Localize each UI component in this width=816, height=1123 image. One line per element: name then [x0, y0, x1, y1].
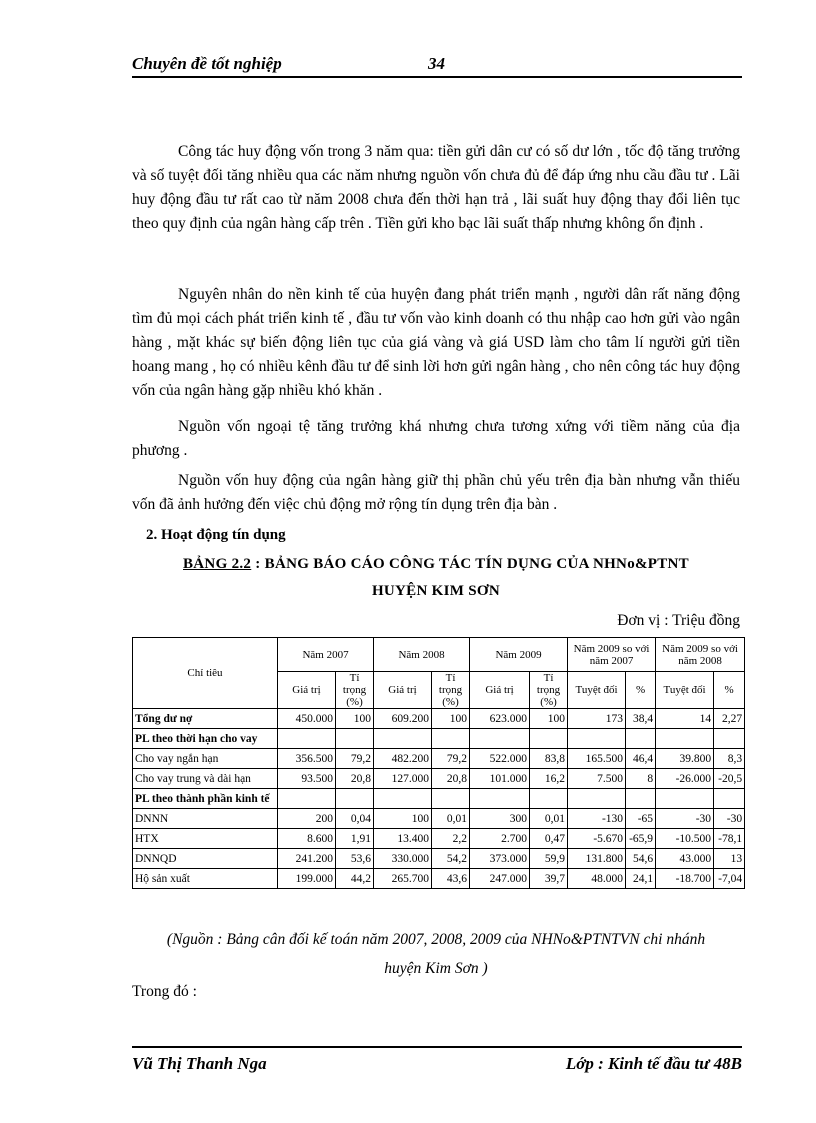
row-label: Cho vay trung và dài hạn	[133, 769, 278, 789]
table-cell: 43.000	[656, 849, 714, 869]
table-cell: 127.000	[374, 769, 432, 789]
table-cell: 0,01	[530, 809, 568, 829]
table-cell: -26.000	[656, 769, 714, 789]
table-cell	[470, 789, 530, 809]
table-cell: 53,6	[336, 849, 374, 869]
paragraph-1: Công tác huy động vốn trong 3 năm qua: tiền gửi dân cư có số dư lớn , tốc độ tăng trưởng và số tuyệt đối tăng nhiều qua các năm nhưng nguồn vốn chưa đủ để đáp ứng nhu cầu đầu tư . Lãi huy động đầu tư rất cao từ năm 2008 chưa đến thời hạn trả , lãi suất huy động thay đổi liên tục theo quy định của ngân hàng cấp trên . Tiền gửi kho bạc lãi suất thấp nhưng không ổn định .	[132, 143, 740, 232]
table-title-text: : BẢNG BÁO CÁO CÔNG TÁC TÍN DỤNG CỦA NHNo&PTNT	[251, 556, 689, 572]
table-cell	[714, 729, 745, 749]
header-percent: %	[626, 672, 656, 709]
table-cell: 79,2	[336, 749, 374, 769]
row-label: DNNN	[133, 809, 278, 829]
table-row	[133, 829, 745, 849]
class-label: Lớp : Kinh tế đầu tư 48B	[565, 1054, 742, 1073]
table-cell	[336, 729, 374, 749]
table-cell: 482.200	[374, 749, 432, 769]
table-cell: 7.500	[568, 769, 626, 789]
table-cell: 100	[336, 709, 374, 729]
table-row	[133, 849, 745, 869]
table-cell: 165.500	[568, 749, 626, 769]
table-cell: -18.700	[656, 869, 714, 889]
table-row	[133, 809, 745, 829]
table-cell	[336, 789, 374, 809]
header-gia-tri: Giá trị	[470, 672, 530, 709]
table-cell: 265.700	[374, 869, 432, 889]
table-cell: -78,1	[714, 829, 745, 849]
table-cell	[530, 729, 568, 749]
table-title-line1	[132, 556, 740, 573]
table-cell: 356.500	[278, 749, 336, 769]
table-cell: 39,7	[530, 869, 568, 889]
source-line-1: (Nguồn : Bảng cân đối kế toán năm 2007, 2008, 2009 của NHNo&PTNTVN chi nhánh	[166, 931, 706, 948]
table-cell: 16,2	[530, 769, 568, 789]
source-note	[132, 925, 740, 983]
header-tuyet-doi: Tuyệt đối	[656, 672, 714, 709]
table-cell	[278, 789, 336, 809]
header-gia-tri: Giá trị	[374, 672, 432, 709]
table-cell: 241.200	[278, 849, 336, 869]
table-cell: 0,47	[530, 829, 568, 849]
table-cell: 330.000	[374, 849, 432, 869]
table-cell	[656, 789, 714, 809]
table-cell: 54,2	[432, 849, 470, 869]
table-label: BẢNG 2.2	[183, 556, 252, 572]
table-row	[133, 869, 745, 889]
header-percent: %	[714, 672, 745, 709]
table-cell: 39.800	[656, 749, 714, 769]
table-cell: 59,9	[530, 849, 568, 869]
table-cell: 100	[530, 709, 568, 729]
table-cell: 43,6	[432, 869, 470, 889]
table-title-line2: HUYỆN KIM SƠN	[371, 583, 501, 599]
table-cell: 20,8	[432, 769, 470, 789]
table-cell: 100	[374, 809, 432, 829]
table-cell: 48.000	[568, 869, 626, 889]
table-cell	[568, 729, 626, 749]
table-cell: 247.000	[470, 869, 530, 889]
table-cell	[656, 729, 714, 749]
row-label: HTX	[133, 829, 278, 849]
table-cell	[432, 789, 470, 809]
header-chi-tieu: Chỉ tiêu	[133, 638, 278, 709]
row-label: PL theo thành phần kinh tế	[133, 789, 278, 809]
table-cell: 609.200	[374, 709, 432, 729]
table-cell: 13.400	[374, 829, 432, 849]
table-cell	[278, 729, 336, 749]
table-cell	[626, 729, 656, 749]
table-cell	[374, 789, 432, 809]
credit-report-table	[132, 637, 745, 889]
table-cell: 93.500	[278, 769, 336, 789]
table-row	[133, 729, 745, 749]
table-row	[133, 789, 745, 809]
trong-do-label: Trong đó :	[132, 983, 197, 1000]
table-cell: -65	[626, 809, 656, 829]
page-footer	[132, 1046, 742, 1073]
document-title: Chuyên đề tốt nghiệp	[132, 54, 282, 73]
table-cell: 13	[714, 849, 745, 869]
row-label: Tổng dư nợ	[133, 709, 278, 729]
table-cell	[374, 729, 432, 749]
table-cell: 83,8	[530, 749, 568, 769]
page-number: 34	[428, 54, 445, 73]
table-cell: 300	[470, 809, 530, 829]
table-cell: 450.000	[278, 709, 336, 729]
header-gia-tri: Giá trị	[278, 672, 336, 709]
table-cell	[568, 789, 626, 809]
author-name: Vũ Thị Thanh Nga	[132, 1054, 267, 1073]
paragraph-4: Nguồn vốn huy động của ngân hàng giữ thị phần chủ yếu trên địa bàn nhưng vẫn thiếu vốn đã ảnh hưởng đến việc chủ động mở rộng tín dụng trên địa bàn .	[132, 472, 740, 513]
table-cell: 24,1	[626, 869, 656, 889]
header-compare-2008: Năm 2009 so với năm 2008	[656, 638, 745, 672]
row-label: Hộ sản xuất	[133, 869, 278, 889]
row-label: Cho vay ngắn hạn	[133, 749, 278, 769]
table-cell: 1,91	[336, 829, 374, 849]
table-cell: 20,8	[336, 769, 374, 789]
table-cell: 79,2	[432, 749, 470, 769]
table-cell: 54,6	[626, 849, 656, 869]
header-compare-2007: Năm 2009 so với năm 2007	[568, 638, 656, 672]
header-nam-2008: Năm 2008	[374, 638, 470, 672]
table-cell: 8,3	[714, 749, 745, 769]
table-cell: 522.000	[470, 749, 530, 769]
row-label: PL theo thời hạn cho vay	[133, 729, 278, 749]
header-tuyet-doi: Tuyệt đối	[568, 672, 626, 709]
table-cell	[470, 729, 530, 749]
table-cell: 200	[278, 809, 336, 829]
table-cell: 8.600	[278, 829, 336, 849]
table-cell: -7,04	[714, 869, 745, 889]
header-nam-2009: Năm 2009	[470, 638, 568, 672]
table-row	[133, 769, 745, 789]
table-cell: -20,5	[714, 769, 745, 789]
table-cell: 44,2	[336, 869, 374, 889]
source-line-2: huyện Kim Sơn )	[384, 960, 488, 977]
table-body	[133, 709, 745, 889]
table-cell: -65,9	[626, 829, 656, 849]
header-ti-trong: Tỉ trọng (%)	[336, 672, 374, 709]
table-cell: 101.000	[470, 769, 530, 789]
header-ti-trong: Tỉ trọng (%)	[530, 672, 568, 709]
table-cell	[714, 789, 745, 809]
section-heading: 2. Hoạt động tín dụng	[146, 527, 286, 543]
table-cell: -10.500	[656, 829, 714, 849]
table-cell: 2,2	[432, 829, 470, 849]
row-label: DNNQD	[133, 849, 278, 869]
table-row	[133, 749, 745, 769]
table-cell: 623.000	[470, 709, 530, 729]
table-cell: 0,04	[336, 809, 374, 829]
page-header	[132, 52, 742, 78]
paragraph-2: Nguyên nhân do nền kinh tế của huyện đang phát triển mạnh , người dân rất năng động tìm đủ mọi cách phát triển kinh tế , đầu tư vốn vào kinh doanh có thu nhập cao hơn gửi vào ngân hàng , mặt khác sự biến động liên tục của giá vàng và giá USD làm cho tâm lí người gửi tiền hoang mang , họ có nhiều kênh đầu tư để sinh lời hơn gửi ngân hàng , cho nên công tác huy động vốn của ngân hàng gặp nhiều khó khăn .	[132, 286, 740, 399]
table-cell: 100	[432, 709, 470, 729]
table-cell	[530, 789, 568, 809]
unit-label: Đơn vị : Triệu đồng	[617, 612, 740, 629]
table-cell: 2.700	[470, 829, 530, 849]
table-cell: 373.000	[470, 849, 530, 869]
header-ti-trong: Tỉ trọng (%)	[432, 672, 470, 709]
paragraph-3: Nguồn vốn ngoại tệ tăng trưởng khá nhưng chưa tương xứng với tiềm năng của địa phương .	[132, 418, 740, 459]
table-cell: -30	[656, 809, 714, 829]
table-cell	[626, 789, 656, 809]
header-nam-2007: Năm 2007	[278, 638, 374, 672]
table-cell: 38,4	[626, 709, 656, 729]
table-cell: 46,4	[626, 749, 656, 769]
table-cell: -30	[714, 809, 745, 829]
table-cell: 14	[656, 709, 714, 729]
table-cell: 173	[568, 709, 626, 729]
table-cell: 8	[626, 769, 656, 789]
table-cell: 199.000	[278, 869, 336, 889]
table-cell: 131.800	[568, 849, 626, 869]
table-cell	[432, 729, 470, 749]
table-cell: 2,27	[714, 709, 745, 729]
table-cell: -5.670	[568, 829, 626, 849]
table-row	[133, 709, 745, 729]
table-cell: -130	[568, 809, 626, 829]
table-cell: 0,01	[432, 809, 470, 829]
